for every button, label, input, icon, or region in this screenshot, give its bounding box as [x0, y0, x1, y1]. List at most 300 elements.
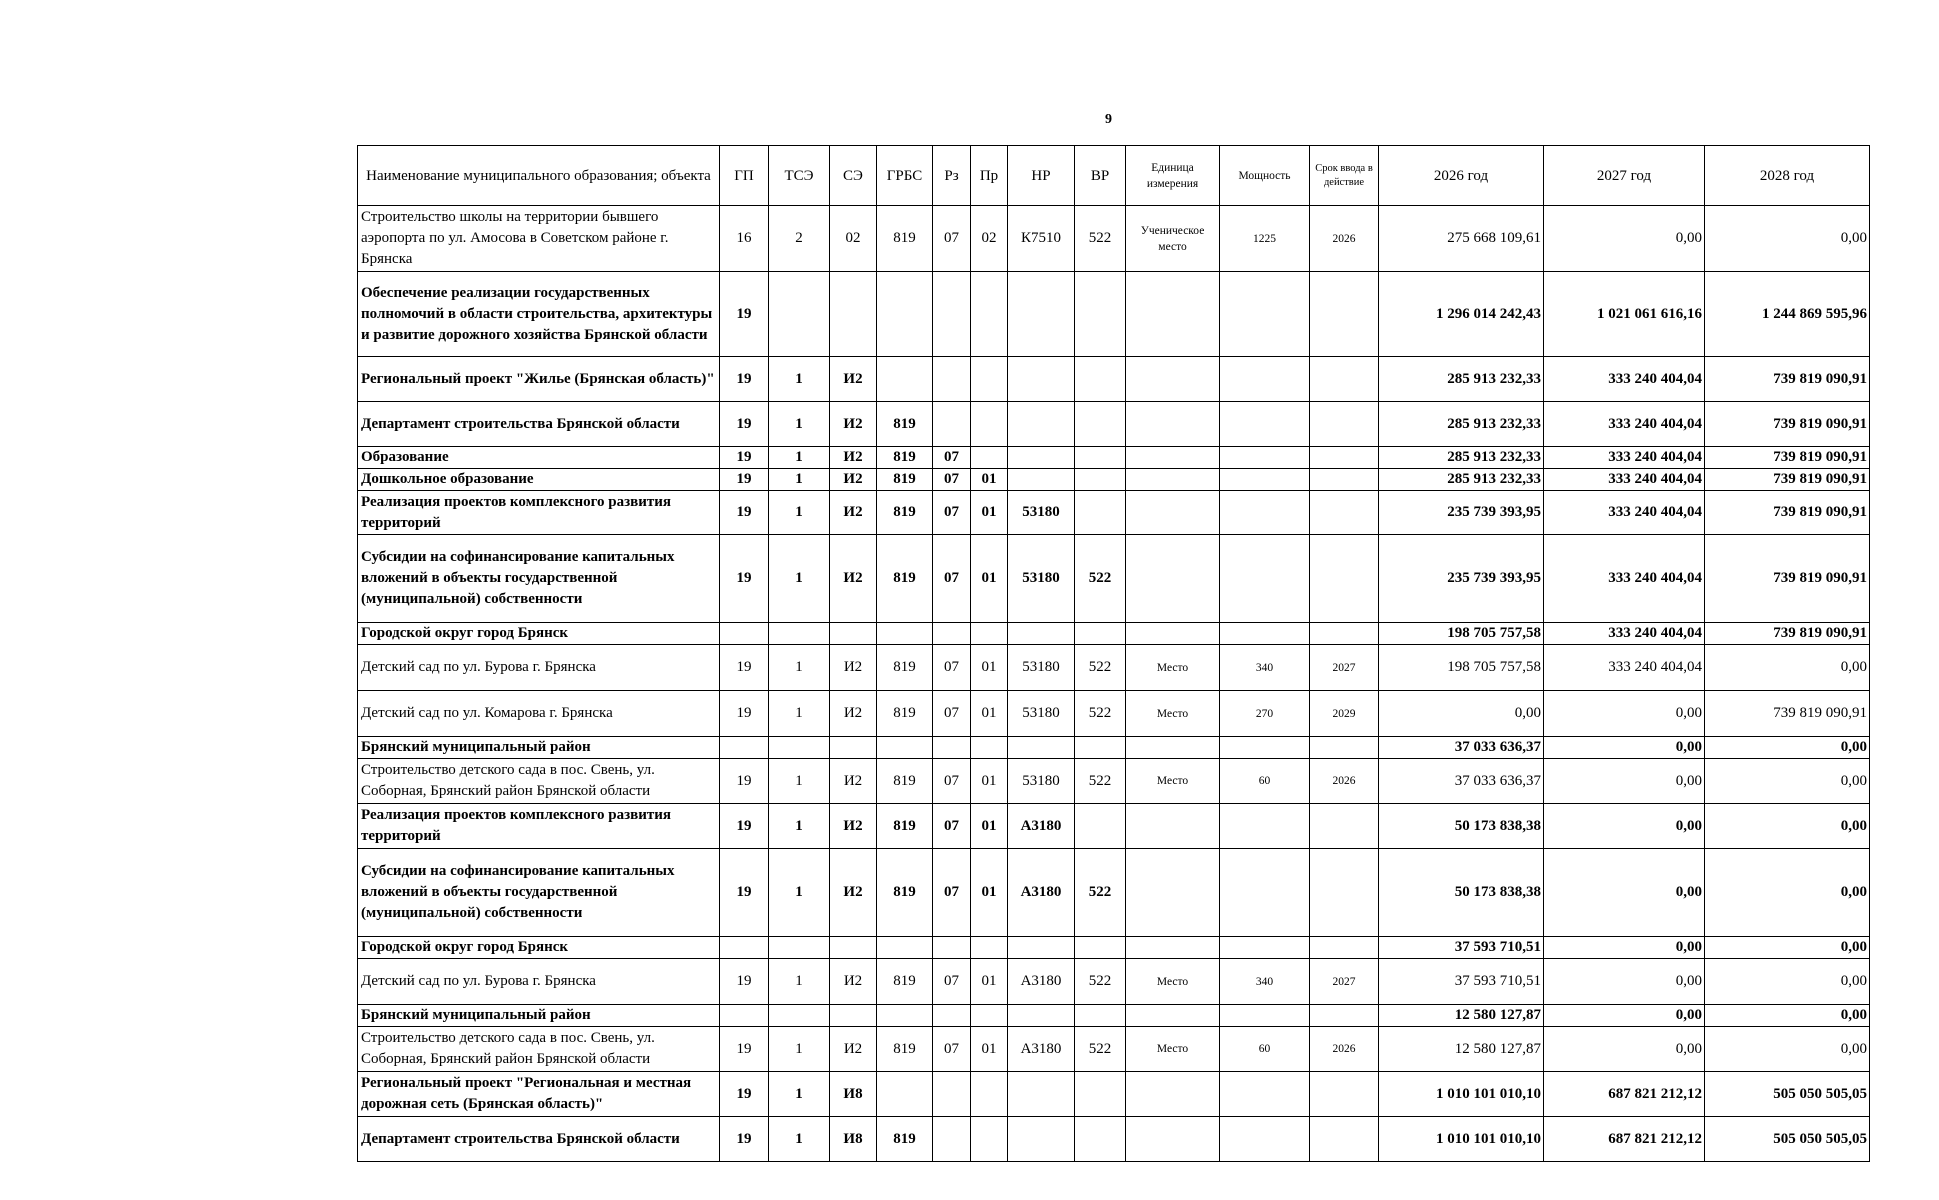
- cell-rz: [933, 402, 971, 447]
- cell-vr: [1075, 623, 1126, 645]
- cell-tse: 1: [769, 357, 830, 402]
- cell-rz: 07: [933, 691, 971, 737]
- table-row: [358, 623, 1870, 645]
- cell-vr: [1075, 272, 1126, 357]
- cell-commission: [1310, 491, 1379, 535]
- cell-grbs: [877, 937, 933, 959]
- cell-grbs: [877, 623, 933, 645]
- cell-capacity: 340: [1220, 959, 1310, 1005]
- cell-se: И2: [830, 804, 877, 849]
- cell-y2027: 0,00: [1544, 1005, 1705, 1027]
- cell-y2027: 333 240 404,04: [1544, 447, 1705, 469]
- cell-vr: [1075, 402, 1126, 447]
- cell-nr: [1008, 272, 1075, 357]
- header-2026: 2026 год: [1379, 146, 1544, 206]
- cell-se: [830, 272, 877, 357]
- cell-se: И2: [830, 759, 877, 804]
- cell-y2027: 0,00: [1544, 759, 1705, 804]
- cell-tse: 1: [769, 1027, 830, 1072]
- cell-tse: 2: [769, 206, 830, 272]
- cell-se: И8: [830, 1072, 877, 1117]
- cell-tse: 1: [769, 645, 830, 691]
- cell-grbs: [877, 1072, 933, 1117]
- cell-nr: К7510: [1008, 206, 1075, 272]
- cell-nr: [1008, 1117, 1075, 1162]
- cell-pr: [971, 402, 1008, 447]
- cell-nr: [1008, 447, 1075, 469]
- cell-gp: 19: [720, 469, 769, 491]
- cell-nr: 53180: [1008, 491, 1075, 535]
- cell-unit: [1126, 1005, 1220, 1027]
- cell-y2028: 0,00: [1705, 645, 1870, 691]
- table-row: [358, 737, 1870, 759]
- cell-rz: 07: [933, 645, 971, 691]
- cell-rz: 07: [933, 469, 971, 491]
- cell-nr: [1008, 402, 1075, 447]
- cell-grbs: 819: [877, 645, 933, 691]
- cell-tse: 1: [769, 691, 830, 737]
- cell-capacity: [1220, 937, 1310, 959]
- cell-tse: 1: [769, 469, 830, 491]
- cell-unit: [1126, 623, 1220, 645]
- cell-vr: [1075, 937, 1126, 959]
- cell-rz: [933, 1117, 971, 1162]
- cell-rz: 07: [933, 804, 971, 849]
- cell-pr: [971, 1005, 1008, 1027]
- cell-y2026: 37 593 710,51: [1379, 937, 1544, 959]
- cell-pr: [971, 1117, 1008, 1162]
- cell-vr: 522: [1075, 1027, 1126, 1072]
- cell-vr: 522: [1075, 645, 1126, 691]
- cell-tse: [769, 1005, 830, 1027]
- cell-y2028: 0,00: [1705, 759, 1870, 804]
- cell-gp: [720, 937, 769, 959]
- cell-y2028: 0,00: [1705, 849, 1870, 937]
- cell-rz: [933, 272, 971, 357]
- cell-capacity: [1220, 272, 1310, 357]
- header-row: [358, 146, 1870, 206]
- cell-capacity: [1220, 357, 1310, 402]
- header-capacity: Мощность: [1220, 146, 1310, 206]
- cell-grbs: 819: [877, 206, 933, 272]
- cell-se: И2: [830, 491, 877, 535]
- cell-y2028: 739 819 090,91: [1705, 447, 1870, 469]
- cell-se: И2: [830, 469, 877, 491]
- table-row: [358, 849, 1870, 937]
- cell-y2027: 687 821 212,12: [1544, 1072, 1705, 1117]
- cell-y2026: 285 913 232,33: [1379, 447, 1544, 469]
- cell-y2028: 0,00: [1705, 959, 1870, 1005]
- cell-unit: [1126, 491, 1220, 535]
- cell-y2027: 333 240 404,04: [1544, 402, 1705, 447]
- cell-unit: [1126, 804, 1220, 849]
- table-row: [358, 645, 1870, 691]
- cell-gp: 19: [720, 1072, 769, 1117]
- cell-vr: [1075, 1005, 1126, 1027]
- cell-unit: [1126, 469, 1220, 491]
- cell-commission: 2026: [1310, 1027, 1379, 1072]
- cell-y2027: 0,00: [1544, 206, 1705, 272]
- cell-grbs: 819: [877, 447, 933, 469]
- cell-nr: А3180: [1008, 1027, 1075, 1072]
- cell-y2026: 1 296 014 242,43: [1379, 272, 1544, 357]
- cell-rz: 07: [933, 206, 971, 272]
- cell-capacity: 270: [1220, 691, 1310, 737]
- cell-gp: 16: [720, 206, 769, 272]
- cell-grbs: 819: [877, 804, 933, 849]
- header-unit: Единица измерения: [1126, 146, 1220, 206]
- cell-tse: [769, 623, 830, 645]
- cell-vr: 522: [1075, 535, 1126, 623]
- cell-rz: [933, 937, 971, 959]
- cell-tse: 1: [769, 535, 830, 623]
- cell-pr: 01: [971, 959, 1008, 1005]
- cell-gp: [720, 623, 769, 645]
- cell-pr: 01: [971, 759, 1008, 804]
- header-commission: Срок ввода в действие: [1310, 146, 1379, 206]
- table-row: [358, 447, 1870, 469]
- cell-commission: [1310, 357, 1379, 402]
- header-gp: ГП: [720, 146, 769, 206]
- cell-unit: [1126, 535, 1220, 623]
- cell-y2026: 198 705 757,58: [1379, 623, 1544, 645]
- cell-rz: 07: [933, 491, 971, 535]
- cell-pr: 01: [971, 645, 1008, 691]
- cell-commission: 2026: [1310, 759, 1379, 804]
- cell-y2027: 0,00: [1544, 849, 1705, 937]
- cell-name: Департамент строительства Брянской области: [358, 1117, 720, 1162]
- cell-pr: 01: [971, 804, 1008, 849]
- cell-y2028: 739 819 090,91: [1705, 469, 1870, 491]
- cell-capacity: 60: [1220, 1027, 1310, 1072]
- cell-vr: [1075, 737, 1126, 759]
- cell-grbs: 819: [877, 469, 933, 491]
- cell-y2028: 0,00: [1705, 1005, 1870, 1027]
- cell-se: [830, 737, 877, 759]
- cell-name: Региональный проект "Жилье (Брянская область)": [358, 357, 720, 402]
- cell-capacity: [1220, 491, 1310, 535]
- cell-name: Детский сад по ул. Бурова г. Брянска: [358, 959, 720, 1005]
- cell-pr: [971, 272, 1008, 357]
- cell-tse: 1: [769, 804, 830, 849]
- cell-se: И2: [830, 849, 877, 937]
- cell-rz: 07: [933, 1027, 971, 1072]
- cell-name: Городской округ город Брянск: [358, 937, 720, 959]
- table-row: [358, 491, 1870, 535]
- cell-capacity: [1220, 535, 1310, 623]
- cell-commission: [1310, 849, 1379, 937]
- cell-capacity: [1220, 737, 1310, 759]
- cell-commission: [1310, 1005, 1379, 1027]
- cell-unit: Место: [1126, 1027, 1220, 1072]
- cell-rz: [933, 1005, 971, 1027]
- cell-se: [830, 937, 877, 959]
- cell-gp: 19: [720, 447, 769, 469]
- cell-pr: [971, 447, 1008, 469]
- cell-pr: 01: [971, 849, 1008, 937]
- cell-commission: [1310, 737, 1379, 759]
- table-row: [358, 804, 1870, 849]
- cell-grbs: 819: [877, 402, 933, 447]
- cell-grbs: [877, 1005, 933, 1027]
- cell-grbs: [877, 357, 933, 402]
- cell-se: [830, 1005, 877, 1027]
- cell-y2027: 333 240 404,04: [1544, 623, 1705, 645]
- cell-capacity: [1220, 469, 1310, 491]
- table-row: [358, 206, 1870, 272]
- cell-name: Реализация проектов комплексного развития территорий: [358, 804, 720, 849]
- cell-nr: 53180: [1008, 535, 1075, 623]
- cell-vr: 522: [1075, 691, 1126, 737]
- cell-y2027: 0,00: [1544, 959, 1705, 1005]
- cell-pr: 01: [971, 535, 1008, 623]
- cell-gp: 19: [720, 535, 769, 623]
- table-row: [358, 1117, 1870, 1162]
- cell-pr: [971, 937, 1008, 959]
- cell-se: И2: [830, 402, 877, 447]
- table-row: [358, 1005, 1870, 1027]
- table-row: [358, 1072, 1870, 1117]
- cell-y2028: 0,00: [1705, 737, 1870, 759]
- cell-y2026: 12 580 127,87: [1379, 1027, 1544, 1072]
- cell-nr: 53180: [1008, 645, 1075, 691]
- cell-unit: [1126, 1117, 1220, 1162]
- cell-tse: 1: [769, 1072, 830, 1117]
- cell-y2026: 285 913 232,33: [1379, 402, 1544, 447]
- cell-se: И2: [830, 447, 877, 469]
- cell-se: И2: [830, 1027, 877, 1072]
- cell-nr: [1008, 1072, 1075, 1117]
- table-row: [358, 937, 1870, 959]
- cell-rz: 07: [933, 849, 971, 937]
- cell-unit: Место: [1126, 691, 1220, 737]
- cell-y2028: 739 819 090,91: [1705, 402, 1870, 447]
- header-2028: 2028 год: [1705, 146, 1870, 206]
- cell-nr: А3180: [1008, 804, 1075, 849]
- cell-name: Строительство школы на территории бывшего аэропорта по ул. Амосова в Советском районе г. Брянска: [358, 206, 720, 272]
- header-tse: ТСЭ: [769, 146, 830, 206]
- cell-gp: 19: [720, 959, 769, 1005]
- budget-table: [357, 145, 1870, 1162]
- cell-y2028: 0,00: [1705, 804, 1870, 849]
- cell-gp: 19: [720, 491, 769, 535]
- cell-nr: [1008, 937, 1075, 959]
- table-row: [358, 959, 1870, 1005]
- cell-tse: [769, 272, 830, 357]
- cell-unit: [1126, 849, 1220, 937]
- cell-y2026: 285 913 232,33: [1379, 469, 1544, 491]
- cell-vr: [1075, 491, 1126, 535]
- cell-y2028: 0,00: [1705, 1027, 1870, 1072]
- cell-se: И8: [830, 1117, 877, 1162]
- cell-gp: 19: [720, 272, 769, 357]
- cell-y2028: 739 819 090,91: [1705, 357, 1870, 402]
- cell-rz: [933, 357, 971, 402]
- cell-commission: [1310, 623, 1379, 645]
- cell-y2026: 37 033 636,37: [1379, 759, 1544, 804]
- cell-name: Детский сад по ул. Бурова г. Брянска: [358, 645, 720, 691]
- cell-y2028: 505 050 505,05: [1705, 1072, 1870, 1117]
- cell-capacity: [1220, 447, 1310, 469]
- header-vr: ВР: [1075, 146, 1126, 206]
- cell-y2026: 198 705 757,58: [1379, 645, 1544, 691]
- cell-se: И2: [830, 959, 877, 1005]
- table-row: [358, 759, 1870, 804]
- cell-name: Образование: [358, 447, 720, 469]
- cell-y2028: 0,00: [1705, 206, 1870, 272]
- cell-y2026: 275 668 109,61: [1379, 206, 1544, 272]
- cell-y2028: 1 244 869 595,96: [1705, 272, 1870, 357]
- cell-commission: [1310, 535, 1379, 623]
- cell-y2027: 0,00: [1544, 937, 1705, 959]
- table-row: [358, 469, 1870, 491]
- cell-y2028: 739 819 090,91: [1705, 691, 1870, 737]
- cell-name: Субсидии на софинансирование капитальных вложений в объекты государственной (муниципальной) собственности: [358, 849, 720, 937]
- cell-y2027: 0,00: [1544, 691, 1705, 737]
- cell-gp: 19: [720, 691, 769, 737]
- cell-tse: 1: [769, 491, 830, 535]
- cell-rz: [933, 1072, 971, 1117]
- header-se: СЭ: [830, 146, 877, 206]
- cell-vr: 522: [1075, 206, 1126, 272]
- cell-capacity: [1220, 804, 1310, 849]
- cell-tse: 1: [769, 402, 830, 447]
- cell-capacity: 340: [1220, 645, 1310, 691]
- cell-grbs: [877, 272, 933, 357]
- cell-pr: [971, 737, 1008, 759]
- cell-y2026: 1 010 101 010,10: [1379, 1072, 1544, 1117]
- table-row: [358, 272, 1870, 357]
- cell-y2028: 739 819 090,91: [1705, 535, 1870, 623]
- cell-name: Дошкольное образование: [358, 469, 720, 491]
- table-body: [358, 146, 1870, 1162]
- cell-commission: [1310, 1072, 1379, 1117]
- cell-pr: 01: [971, 1027, 1008, 1072]
- cell-pr: [971, 357, 1008, 402]
- cell-commission: [1310, 402, 1379, 447]
- cell-nr: [1008, 357, 1075, 402]
- cell-commission: 2027: [1310, 645, 1379, 691]
- table-row: [358, 535, 1870, 623]
- cell-y2027: 333 240 404,04: [1544, 357, 1705, 402]
- cell-nr: 53180: [1008, 759, 1075, 804]
- header-pr: Пр: [971, 146, 1008, 206]
- cell-y2026: 0,00: [1379, 691, 1544, 737]
- cell-se: И2: [830, 645, 877, 691]
- cell-pr: 02: [971, 206, 1008, 272]
- cell-vr: [1075, 447, 1126, 469]
- cell-y2027: 333 240 404,04: [1544, 535, 1705, 623]
- cell-gp: 19: [720, 402, 769, 447]
- cell-y2028: 739 819 090,91: [1705, 491, 1870, 535]
- cell-nr: [1008, 469, 1075, 491]
- cell-name: Брянский муниципальный район: [358, 737, 720, 759]
- cell-se: 02: [830, 206, 877, 272]
- cell-nr: А3180: [1008, 959, 1075, 1005]
- cell-tse: [769, 937, 830, 959]
- cell-vr: [1075, 1117, 1126, 1162]
- header-name: Наименование муниципального образования; объекта: [358, 146, 720, 206]
- header-grbs: ГРБС: [877, 146, 933, 206]
- cell-pr: [971, 623, 1008, 645]
- cell-rz: [933, 623, 971, 645]
- cell-y2026: 235 739 393,95: [1379, 535, 1544, 623]
- cell-y2026: 37 593 710,51: [1379, 959, 1544, 1005]
- cell-y2027: 0,00: [1544, 737, 1705, 759]
- table-row: [358, 691, 1870, 737]
- cell-name: Брянский муниципальный район: [358, 1005, 720, 1027]
- cell-name: Городской округ город Брянск: [358, 623, 720, 645]
- cell-pr: 01: [971, 469, 1008, 491]
- page-number: 9: [1105, 112, 1112, 127]
- cell-rz: [933, 737, 971, 759]
- cell-vr: [1075, 1072, 1126, 1117]
- cell-capacity: [1220, 1005, 1310, 1027]
- cell-y2027: 333 240 404,04: [1544, 491, 1705, 535]
- cell-y2026: 235 739 393,95: [1379, 491, 1544, 535]
- cell-grbs: 819: [877, 691, 933, 737]
- cell-name: Департамент строительства Брянской области: [358, 402, 720, 447]
- cell-grbs: 819: [877, 849, 933, 937]
- cell-nr: 53180: [1008, 691, 1075, 737]
- cell-capacity: [1220, 1072, 1310, 1117]
- cell-pr: 01: [971, 691, 1008, 737]
- cell-y2027: 333 240 404,04: [1544, 469, 1705, 491]
- cell-grbs: 819: [877, 1027, 933, 1072]
- cell-unit: [1126, 1072, 1220, 1117]
- cell-y2027: 1 021 061 616,16: [1544, 272, 1705, 357]
- cell-unit: [1126, 272, 1220, 357]
- cell-commission: 2029: [1310, 691, 1379, 737]
- cell-gp: 19: [720, 849, 769, 937]
- cell-tse: 1: [769, 1117, 830, 1162]
- cell-name: Субсидии на софинансирование капитальных вложений в объекты государственной (муниципальной) собственности: [358, 535, 720, 623]
- cell-grbs: [877, 737, 933, 759]
- cell-name: Строительство детского сада в пос. Свень, ул. Соборная, Брянский район Брянской области: [358, 1027, 720, 1072]
- cell-capacity: 1225: [1220, 206, 1310, 272]
- cell-grbs: 819: [877, 959, 933, 1005]
- cell-pr: 01: [971, 491, 1008, 535]
- cell-vr: [1075, 804, 1126, 849]
- cell-capacity: [1220, 623, 1310, 645]
- cell-se: И2: [830, 357, 877, 402]
- cell-name: Обеспечение реализации государственных полномочий в области строительства, архитектуры и развитие дорожного хозяйства Брянской области: [358, 272, 720, 357]
- cell-rz: 07: [933, 447, 971, 469]
- cell-unit: [1126, 447, 1220, 469]
- cell-pr: [971, 1072, 1008, 1117]
- cell-grbs: 819: [877, 491, 933, 535]
- header-2027: 2027 год: [1544, 146, 1705, 206]
- cell-y2026: 50 173 838,38: [1379, 804, 1544, 849]
- cell-commission: [1310, 804, 1379, 849]
- cell-commission: [1310, 1117, 1379, 1162]
- cell-gp: 19: [720, 357, 769, 402]
- cell-y2027: 687 821 212,12: [1544, 1117, 1705, 1162]
- cell-rz: 07: [933, 759, 971, 804]
- cell-capacity: [1220, 1117, 1310, 1162]
- cell-commission: [1310, 469, 1379, 491]
- cell-gp: [720, 737, 769, 759]
- cell-vr: 522: [1075, 959, 1126, 1005]
- cell-gp: [720, 1005, 769, 1027]
- cell-name: Детский сад по ул. Комарова г. Брянска: [358, 691, 720, 737]
- table-row: [358, 1027, 1870, 1072]
- cell-tse: 1: [769, 959, 830, 1005]
- cell-unit: [1126, 737, 1220, 759]
- cell-y2027: 333 240 404,04: [1544, 645, 1705, 691]
- cell-y2026: 285 913 232,33: [1379, 357, 1544, 402]
- cell-nr: [1008, 623, 1075, 645]
